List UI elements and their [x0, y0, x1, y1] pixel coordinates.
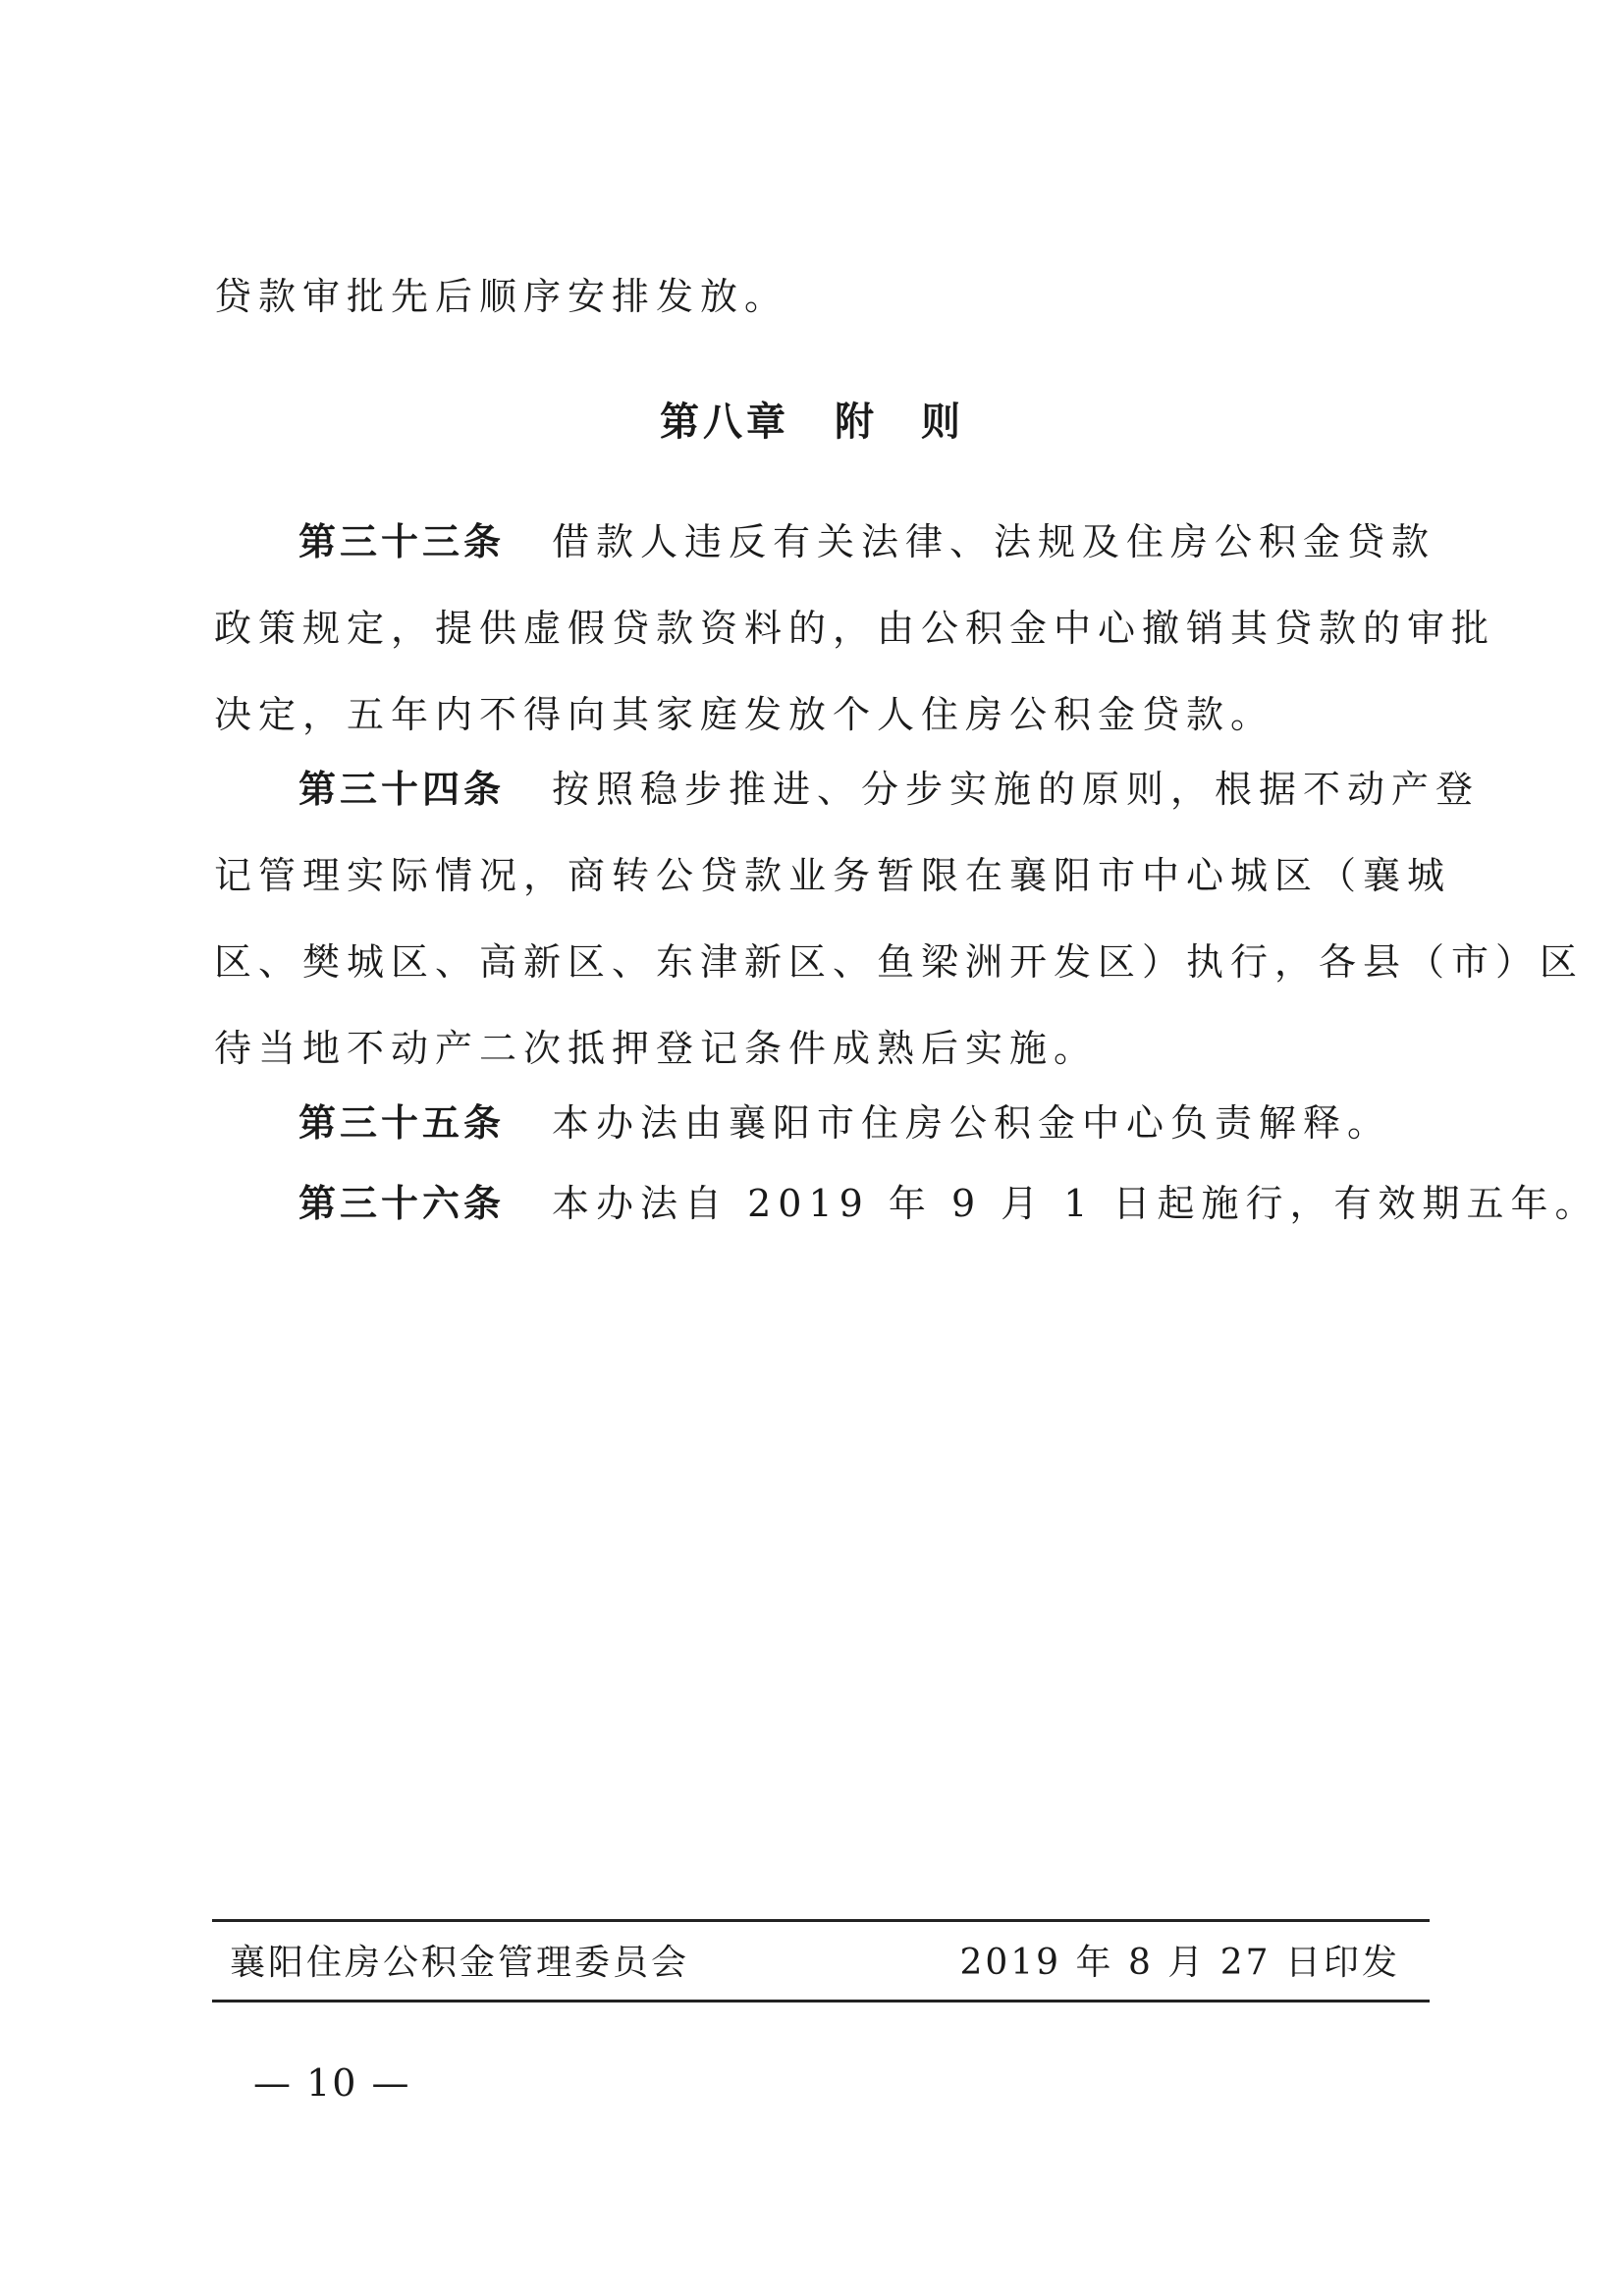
article-line: 记管理实际情况，商转公贷款业务暂限在襄阳市中心城区（襄城: [214, 854, 1452, 897]
article-number: 第三十三条: [298, 520, 506, 563]
article-34: [214, 746, 1585, 1092]
article-line: 政策规定，提供虚假贷款资料的，由公积金中心撤销其贷款的审批: [214, 607, 1496, 650]
chapter-title: 附 则: [835, 400, 964, 445]
issue-date: 2019 年 8 月 27 日印发: [959, 1943, 1400, 1983]
chapter-heading: [0, 383, 1624, 461]
article-line: 本办法由襄阳市住房公积金中心负责解释。: [552, 1101, 1392, 1145]
article-line: 区、樊城区、高新区、东津新区、鱼梁洲开发区）执行，各县（市）区: [214, 940, 1585, 984]
article-number: 第三十五条: [298, 1101, 506, 1145]
footer-bottom-rule: [212, 2000, 1430, 2002]
article-line: 本办法自 2019 年 9 月 1 日起施行，有效期五年。: [552, 1182, 1599, 1225]
article-36: [214, 1160, 1599, 1247]
article-line: 待当地不动产二次抵押登记条件成熟后实施。: [214, 1027, 1099, 1070]
article-number: 第三十四条: [298, 768, 506, 811]
article-number: 第三十六条: [298, 1182, 506, 1225]
chapter-number: 第八章: [660, 400, 789, 445]
article-line: 借款人违反有关法律、法规及住房公积金贷款: [552, 520, 1436, 563]
article-line: 决定，五年内不得向其家庭发放个人住房公积金贷款。: [214, 693, 1275, 736]
continuation-line: 贷款审批先后顺序安排发放。: [214, 275, 789, 318]
footer-top-rule: [212, 1919, 1430, 1922]
article-35: [214, 1080, 1428, 1166]
article-line: 按照稳步推进、分步实施的原则，根据不动产登: [552, 768, 1481, 811]
issuer: 襄阳住房公积金管理委员会: [230, 1943, 690, 1983]
page-number: — 10 —: [253, 2061, 411, 2105]
issuance-line: [212, 1924, 1430, 2002]
article-33: [214, 499, 1496, 758]
